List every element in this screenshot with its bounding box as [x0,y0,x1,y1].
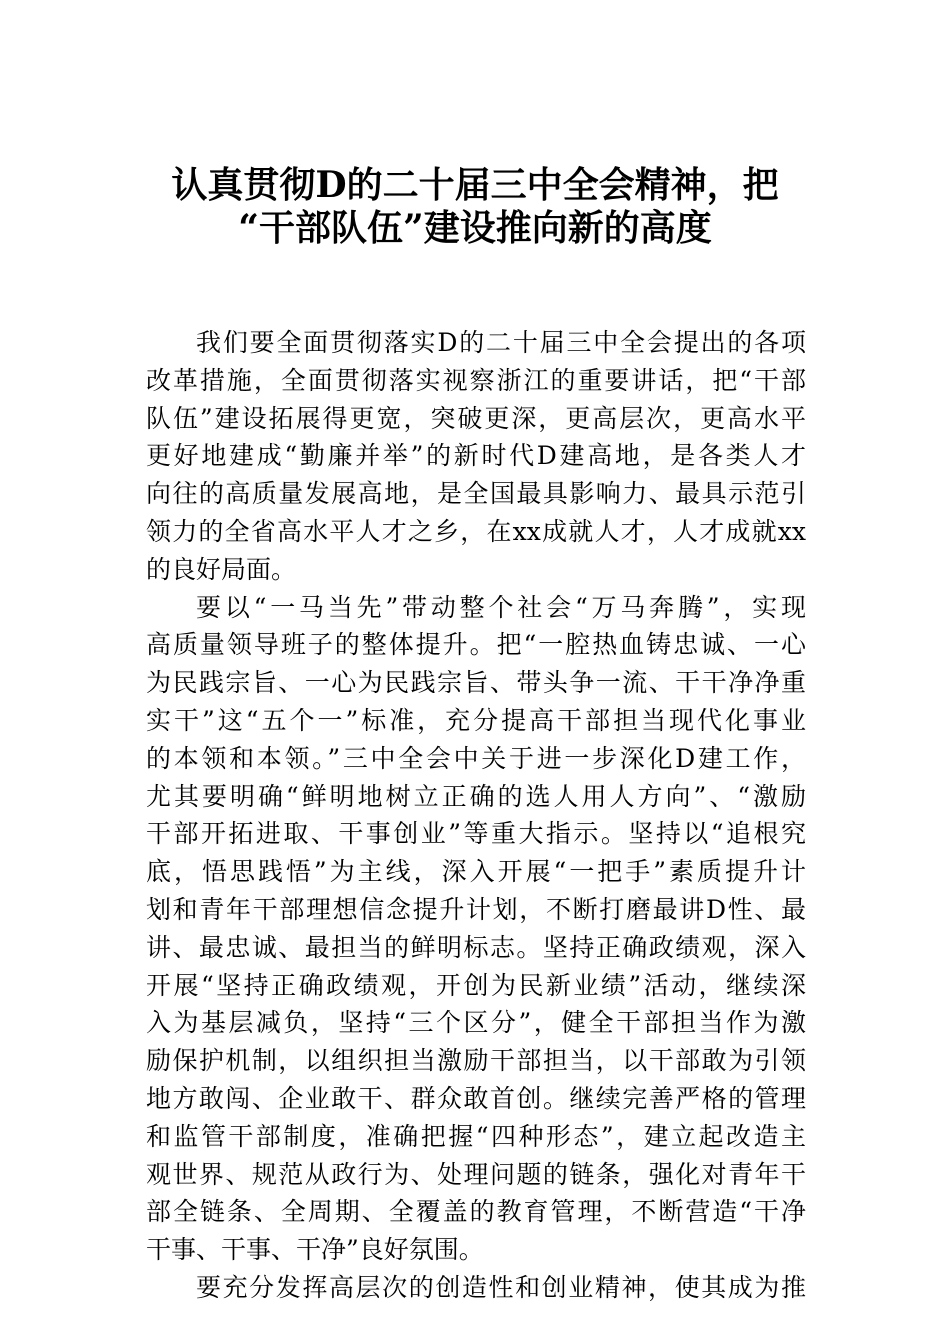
paragraph-line: 开展“坚持正确政绩观，开创为民新业绩”活动，继续深 [146,970,806,1000]
document-title-line-2: “干部队伍”建设推向新的高度 [238,207,712,249]
paragraph-line: 的良好局面。 [146,554,297,584]
paragraph-line: 队伍”建设拓展得更宽，突破更深，更高层次，更高水平 [146,403,806,433]
paragraph-line: 要充分发挥高层次的创造性和创业精神，使其成为推 [196,1272,806,1302]
paragraph-line: 领力的全省高水平人才之乡，在xx成就人才，人才成就xx [146,516,806,546]
document-body [146,324,806,1307]
paragraph-line: 和监管干部制度，准确把握“四种形态”，建立起改造主 [146,1121,806,1151]
paragraph-line: 为民践宗旨、一心为民践宗旨、带头争一流、干干净净重 [146,668,806,698]
paragraph-line: 划和青年干部理想信念提升计划，不断打磨最讲D性、最 [146,894,806,924]
paragraph-line: 讲、最忠诚、最担当的鲜明标志。坚持正确政绩观，深入 [146,932,806,962]
paragraph-line: 入为基层减负，坚持“三个区分”，健全干部担当作为激 [146,1008,806,1038]
paragraph-line: 向往的高质量发展高地，是全国最具影响力、最具示范引 [146,479,806,509]
paragraph-line: 底，悟思践悟”为主线，深入开展“一把手”素质提升计 [146,857,806,887]
paragraph-line: 要以“一马当先”带动整个社会“万马奔腾”，实现 [196,592,806,622]
paragraph-2 [146,589,806,1269]
paragraph-line: 干事、干事、干净”良好氛围。 [146,1235,484,1265]
paragraph-line: 地方敢闯、企业敢干、群众敢首创。继续完善严格的管理 [146,1083,806,1113]
paragraph-line: 实干”这“五个一”标准，充分提高干部担当现代化事业 [146,705,806,735]
paragraph-line: 高质量领导班子的整体提升。把“一腔热血铸忠诚、一心 [146,630,806,660]
document-title-line-1: 认真贯彻D的二十届三中全会精神，把 [171,164,779,206]
paragraph-line: 部全链条、全周期、全覆盖的教育管理，不断营造“干净 [146,1197,806,1227]
paragraph-line: 励保护机制，以组织担当激励干部担当，以干部敢为引领 [146,1046,806,1076]
paragraph-line: 我们要全面贯彻落实D的二十届三中全会提出的各项 [196,328,806,357]
paragraph-line: 干部开拓进取、干事创业”等重大指示。坚持以“追根究 [146,819,806,849]
paragraph-line: 观世界、规范从政行为、处理问题的链条，强化对青年干 [146,1159,806,1189]
paragraph-line: 更好地建成“勤廉并举”的新时代D建高地，是各类人才 [146,441,806,471]
paragraph-3 [146,1269,806,1307]
paragraph-line: 改革措施，全面贯彻落实视察浙江的重要讲话，把“干部 [146,365,806,395]
paragraph-line: 的本领和本领。”三中全会中关于进一步深化D建工作， [146,743,806,773]
paragraph-line: 尤其要明确“鲜明地树立正确的选人用人方向”、“激励 [146,781,806,811]
paragraph-1 [146,324,806,589]
